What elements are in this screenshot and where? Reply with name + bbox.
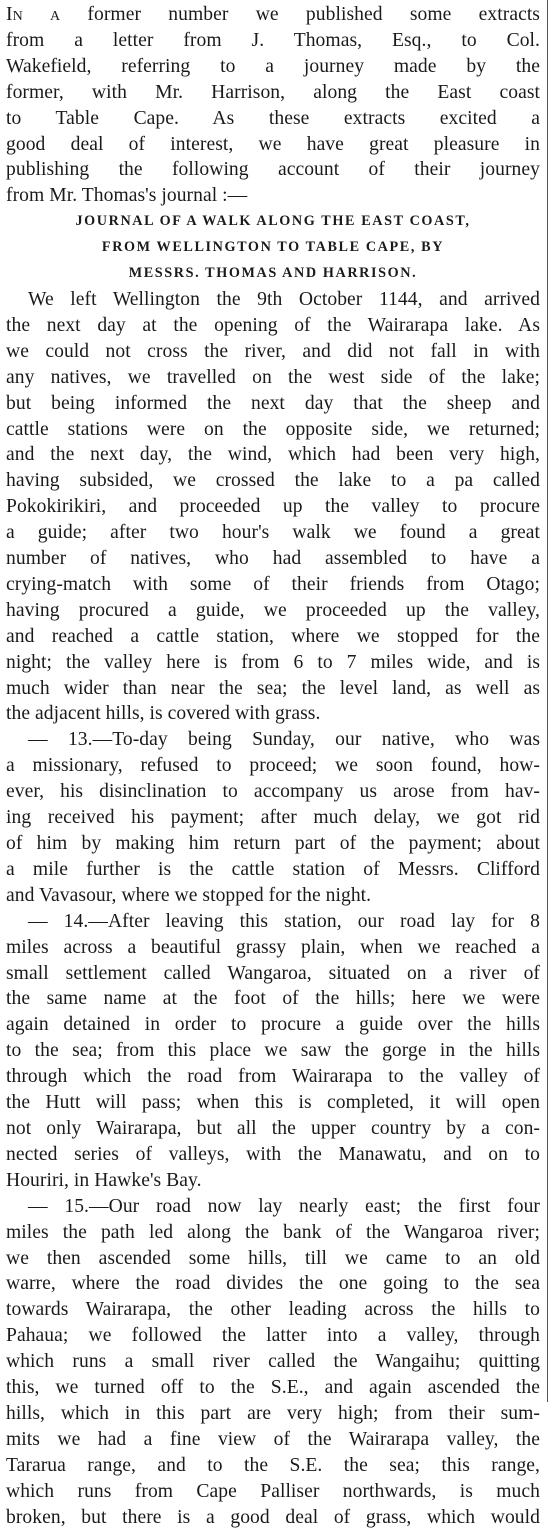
intro-line: good deal of interest, we have great pleasure in xyxy=(6,133,540,155)
journal-heading xyxy=(6,209,540,287)
text-line: mits we had a fine view of the Wairarapa valley, the xyxy=(6,1428,540,1450)
text-line: cattle stations were on the opposite side, we returned; xyxy=(6,418,540,440)
text-line: the same name at the foot of the hills; here we were xyxy=(6,988,540,1010)
text-line: nected series of valleys, with the Manawatu, and on to xyxy=(6,1143,540,1165)
text-line: which runs from Cape Palliser northwards, is much xyxy=(6,1480,540,1502)
text-line: small settlement called Wangaroa, situated on a river of xyxy=(6,962,540,984)
text-line: having subsided, we crossed the lake to a pa called xyxy=(6,470,540,492)
heading-line: MESSRS. THOMAS AND HARRISON. xyxy=(128,265,418,282)
text-line: Pokokirikiri, and proceeded up the valley to procure xyxy=(6,496,540,518)
text-line: We left Wellington the 9th October 1144, and arrived xyxy=(28,288,540,310)
text-line: Pahaua; we followed the latter into a valley, through xyxy=(6,1325,540,1347)
paragraph-oct-9 xyxy=(6,287,540,727)
text-line: miles the path led along the bank of the Wangaroa river; xyxy=(6,1221,540,1243)
intro-line: Wakefield, referring to a journey made by the xyxy=(6,55,540,77)
text-line: hills, which in this part are very high; from their sum- xyxy=(6,1402,540,1424)
text-line: broken, but there is a good deal of grass, which would xyxy=(6,1506,540,1528)
text-line: again detained in order to procure a guide over the hills xyxy=(6,1014,540,1036)
text-line: of him by making him return part of the payment; about xyxy=(6,833,540,854)
newspaper-column xyxy=(6,2,540,1528)
text-line: to the sea; from this place we saw the gorge in the hills xyxy=(6,1040,540,1062)
text-line: the next day at the opening of the Wairarapa lake. As xyxy=(6,314,540,336)
text-line: crying-match with some of their friends from Otago; xyxy=(6,573,540,595)
text-line: not only Wairarapa, but all the upper country by a con- xyxy=(6,1117,540,1139)
paragraph-15 xyxy=(6,1194,540,1530)
intro-line: from Mr. Thomas's journal :— xyxy=(6,185,248,207)
intro-line: from a letter from J. Thomas, Esq., to Col. xyxy=(6,29,540,51)
text-line: — 13.—To-day being Sunday, our native, who was xyxy=(28,729,540,751)
intro-line: In a former number we published some extracts xyxy=(6,4,540,25)
heading-line: JOURNAL OF A WALK ALONG THE EAST COAST, xyxy=(75,213,471,230)
text-line: much wider than near the sea; the level land, as well as xyxy=(6,677,540,699)
text-line: the Hutt will pass; when this is completed, it will open xyxy=(6,1092,540,1114)
text-line: Tararua range, and to the S.E. the sea; this range, xyxy=(6,1454,540,1476)
text-line: miles across a beautiful grassy plain, when we reached a xyxy=(6,936,540,958)
text-line: a missionary, refused to proceed; we soon found, how- xyxy=(6,755,540,777)
text-line: a guide; after two hour's walk we found a great xyxy=(6,522,540,544)
text-line: night; the valley here is from 6 to 7 miles wide, and is xyxy=(6,651,540,673)
text-line: ever, his disinclination to accompany us arose from hav- xyxy=(6,781,540,803)
text-line: warre, where the road divides the one going to the sea xyxy=(6,1273,540,1295)
text-line: any natives, we travelled on the west side of the lake; xyxy=(6,366,540,388)
text-line: — 14.—After leaving this station, our road lay for 8 xyxy=(28,910,540,932)
text-line: Houriri, in Hawke's Bay. xyxy=(6,1169,202,1191)
text-line: and reached a cattle station, where we stopped for the xyxy=(6,625,540,647)
intro-line: former, with Mr. Harrison, along the East coast xyxy=(6,81,540,103)
text-line: a mile further is the cattle station of Messrs. Clifford xyxy=(6,858,540,880)
text-line: having procured a guide, we proceeded up the valley, xyxy=(6,599,540,621)
text-line: and Vavasour, where we stopped for the night. xyxy=(6,884,372,906)
intro-paragraph xyxy=(6,2,540,209)
paragraph-13 xyxy=(6,727,540,908)
text-line: — 15.—Our road now lay nearly east; the first four xyxy=(28,1195,540,1217)
text-line: and the next day, the wind, which had been very high, xyxy=(6,444,540,466)
text-line: number of natives, who had assembled to have a xyxy=(6,548,540,570)
text-line: towards Wairarapa, the other leading across the hills to xyxy=(6,1299,540,1321)
intro-line: publishing the following account of their journey xyxy=(6,159,540,181)
text-line: the adjacent hills, is covered with grass. xyxy=(6,703,321,725)
text-line: ing received his payment; after much delay, we got rid xyxy=(6,807,540,829)
text-line: this, we turned off to the S.E., and again ascended the xyxy=(6,1377,540,1399)
paragraph-14 xyxy=(6,909,540,1194)
text-line: through which the road from Wairarapa to the valley of xyxy=(6,1066,540,1088)
text-line: which runs a small river called the Wangaihu; quitting xyxy=(6,1351,540,1373)
text-line: we could not cross the river, and did not fall in with xyxy=(6,340,540,362)
heading-line: FROM WELLINGTON TO TABLE CAPE, BY xyxy=(101,239,445,256)
text-line: but being informed the next day that the sheep and xyxy=(6,392,540,414)
intro-first-word: In a xyxy=(6,4,61,25)
intro-line: to Table Cape. As these extracts excited a xyxy=(6,107,540,129)
text-line: we then ascended some hills, till we came to an old xyxy=(6,1247,540,1269)
